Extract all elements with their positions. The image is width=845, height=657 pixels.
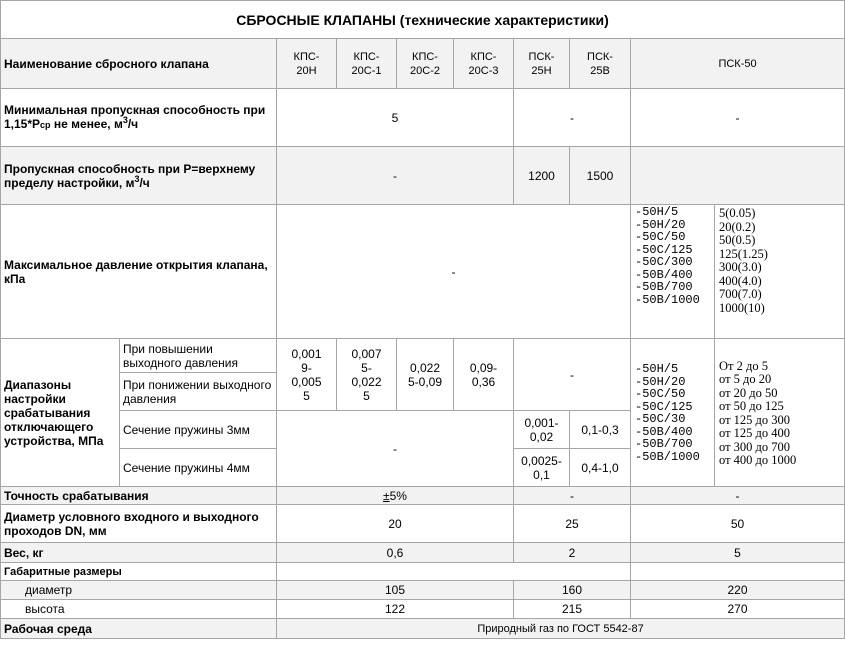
dim-diameter-kps: 105 bbox=[277, 581, 514, 600]
diameter-psk25: 25 bbox=[514, 505, 631, 543]
row-ranges-increase bbox=[1, 339, 845, 373]
header-kps-20c3: КПС- 20С-3 bbox=[454, 39, 514, 89]
header-kps-20c2: КПС- 20С-2 bbox=[397, 39, 454, 89]
ranges-spring3-label: Сечение пружины 3мм bbox=[120, 411, 277, 449]
row-min-capacity bbox=[1, 89, 845, 147]
table-title: СБРОСНЫЕ КЛАПАНЫ (технические характеристики) bbox=[1, 1, 845, 39]
ranges-decrease-label: При понижении выходного давления bbox=[120, 373, 277, 411]
dim-height-psk25: 215 bbox=[514, 600, 631, 619]
diameter-psk50: 50 bbox=[631, 505, 845, 543]
header-kps-20n: КПС- 20Н bbox=[277, 39, 337, 89]
accuracy-psk50: - bbox=[631, 487, 845, 505]
ranges-psk50-values: От 2 до 5 от 5 до 20 от 20 до 50 от 50 до 125 от 125 до 300 от 125 до 400 от 300 до 700 от 400 до 1000 bbox=[715, 339, 845, 487]
row-dim-height bbox=[1, 600, 845, 619]
row-capacity bbox=[1, 147, 845, 205]
header-row bbox=[1, 39, 845, 89]
row-accuracy bbox=[1, 487, 845, 505]
ranges-kps20c3: 0,09- 0,36 bbox=[454, 339, 514, 411]
max-pressure-label: Максимальное давление открытия клапана, кПа bbox=[1, 205, 277, 339]
ranges-kps-spring: - bbox=[277, 411, 514, 487]
dim-height-label: высота bbox=[1, 600, 277, 619]
row-dimensions bbox=[1, 563, 845, 581]
dim-diameter-label: диаметр bbox=[1, 581, 277, 600]
ranges-label: Диапазоны настройки срабатывания отключающего устройства, МПа bbox=[1, 339, 120, 487]
weight-psk50: 5 bbox=[631, 543, 845, 563]
max-pressure-kps-psk25: - bbox=[277, 205, 631, 339]
ranges-psk25v-s4: 0,4-1,0 bbox=[570, 449, 631, 487]
min-capacity-label: Минимальная пропускная способность при 1,15*Рср не менее, $м^3/ч$ bbox=[1, 89, 277, 147]
dim-height-kps: 122 bbox=[277, 600, 514, 619]
capacity-psk50 bbox=[631, 147, 845, 205]
accuracy-kps: ±5% bbox=[277, 487, 514, 505]
row-weight bbox=[1, 543, 845, 563]
min-capacity-kps: 5 bbox=[277, 89, 514, 147]
ranges-psk25-pressure: - bbox=[514, 339, 631, 411]
capacity-label: Пропускная способность при Р=верхнему пределу настройки, $м^3/ч$ bbox=[1, 147, 277, 205]
ranges-psk50-models: -50Н/5 -50Н/20 -50С/50 -50С/125 -50С/30 -50В/400 -50В/700 -50В/1000 bbox=[631, 339, 715, 487]
header-psk-25v: ПСК- 25В bbox=[570, 39, 631, 89]
ranges-kps20c2: 0,022 5-0,09 bbox=[397, 339, 454, 411]
diameter-kps: 20 bbox=[277, 505, 514, 543]
diameter-label: Диаметр условного входного и выходного проходов DN, мм bbox=[1, 505, 277, 543]
max-pressure-psk50-models: -50Н/5 -50Н/20 -50С/50 -50С/125 -50С/300 -50В/400 -50В/700 -50В/1000 bbox=[631, 205, 715, 339]
row-diameter bbox=[1, 505, 845, 543]
max-pressure-psk50-values: 5(0.05) 20(0.2) 50(0.5) 125(1.25) 300(3.0) 400(4.0) 700(7.0) 1000(10) bbox=[715, 205, 845, 339]
row-dim-diameter bbox=[1, 581, 845, 600]
ranges-kps20c1: 0,007 5- 0,022 5 bbox=[337, 339, 397, 411]
min-capacity-psk50: - bbox=[631, 89, 845, 147]
weight-kps: 0,6 bbox=[277, 543, 514, 563]
medium-label: Рабочая среда bbox=[1, 619, 277, 639]
ranges-spring4-label: Сечение пружины 4мм bbox=[120, 449, 277, 487]
header-name: Наименование сбросного клапана bbox=[1, 39, 277, 89]
ranges-kps20n: 0,001 9- 0,005 5 bbox=[277, 339, 337, 411]
ranges-psk25n-s4: 0,0025- 0,1 bbox=[514, 449, 570, 487]
min-capacity-psk25: - bbox=[514, 89, 631, 147]
ranges-psk25v-s3: 0,1-0,3 bbox=[570, 411, 631, 449]
weight-label: Вес, кг bbox=[1, 543, 277, 563]
capacity-psk25n: 1200 bbox=[514, 147, 570, 205]
accuracy-psk25: - bbox=[514, 487, 631, 505]
header-psk-50: ПСК-50 bbox=[631, 39, 845, 89]
weight-psk25: 2 bbox=[514, 543, 631, 563]
dimensions-label: Габаритные размеры bbox=[1, 563, 277, 581]
capacity-kps: - bbox=[277, 147, 514, 205]
dim-diameter-psk50: 220 bbox=[631, 581, 845, 600]
accuracy-label: Точность срабатывания bbox=[1, 487, 277, 505]
dim-height-psk50: 270 bbox=[631, 600, 845, 619]
ranges-psk25n-s3: 0,001- 0,02 bbox=[514, 411, 570, 449]
header-psk-25n: ПСК- 25Н bbox=[514, 39, 570, 89]
row-max-pressure bbox=[1, 205, 845, 339]
header-kps-20c1: КПС- 20С-1 bbox=[337, 39, 397, 89]
row-medium bbox=[1, 619, 845, 639]
dim-diameter-psk25: 160 bbox=[514, 581, 631, 600]
medium-value: Природный газ по ГОСТ 5542-87 bbox=[277, 619, 845, 639]
capacity-psk25v: 1500 bbox=[570, 147, 631, 205]
ranges-increase-label: При повышении выходного давления bbox=[120, 339, 277, 373]
